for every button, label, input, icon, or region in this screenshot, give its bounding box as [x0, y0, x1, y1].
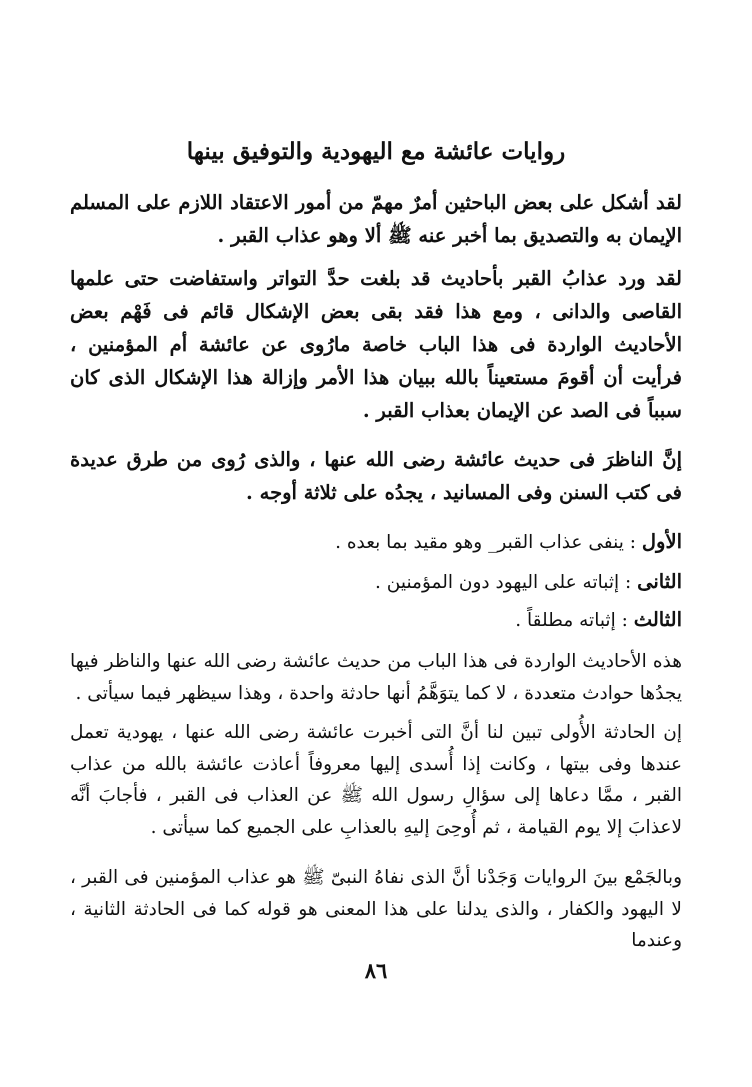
- paragraph-intro: لقد أشكل على بعض الباحثين أمرٌ مهمّ من أمور الاعتقاد اللازم على المسلم الإيمان به والتصديق بما أخبر عنه ﷺ ألا وهو عذاب القبر .: [70, 191, 682, 247]
- list-item-third: [70, 604, 682, 637]
- list-item-text: : ينفى عذاب القبر_ وهو مقيد بما بعده .: [335, 532, 636, 553]
- list-item-label: الأول: [641, 530, 682, 553]
- paragraph-reconciliation: وبالجَمْع بينَ الروايات وَجَدْنا أنَّ الذى نفاهُ النبىّ ﷺ هو عذاب المؤمنين فى القبر ، لا اليهود والكفار ، والذى يدلنا على هذا المعنى هو قوله كما فى الحادثة الثانية ، وعندما: [70, 867, 682, 951]
- paragraph-incidents: هذه الأحاديث الواردة فى هذا الباب من حديث عائشة رضى الله عنها والناظر فيها يجدُها حوادث متعددة ، لا كما يتوَهَّمُ أنها حادثة واحدة ، وهذا سيظهر فيما سيأتى .: [70, 651, 682, 704]
- list-item-text: : إثباته مطلقاً .: [515, 610, 628, 631]
- document-page: [70, 0, 682, 1087]
- page-title: روايات عائشة مع اليهودية والتوفيق بينها: [186, 138, 566, 165]
- paragraph-hadith-tawatur: لقد ورد عذابُ القبر بأحاديث قد بلغت حدَّ التواتر واستفاضت حتى علمها القاصى والدانى ، ومع هذا فقد بقى بعض الإشكال قائم فى فَهْم بعض الأحاديث الواردة فى هذا الباب خاصة مارُوى عن عائشة أم المؤمنين ، فرأيت أن أقومَ مستعيناً بالله ببيان هذا الأمر وإزالة هذا الإشكال الذى كان سبباً فى الصد عن الإيمان بعذاب القبر .: [70, 267, 682, 422]
- paragraph-first-incident: إن الحادثة الأُولى تبين لنا أنَّ التى أخبرت عائشة رضى الله عنها ، يهودية تعمل عندها وفى بيتها ، وكانت إذا أُسدى إليها معروفاً أعاذت عائشة بالله من عذاب القبر ، ممَّا دعاها إلى سؤالِ رسول الله ﷺ عن العذاب فى القبر ، فأجابَ أنَّه لاعذابَ إلا يوم القيامة ، ثم أُوحِىَ إليهِ بالعذابِ على الجميع كما سيأتى .: [70, 722, 682, 838]
- page-number: ٨٦: [364, 958, 388, 983]
- list-item-text: : إثباته على اليهود دون المؤمنين .: [375, 572, 632, 593]
- paragraph-three-aspects: إنَّ الناظرَ فى حديث عائشة رضى الله عنها ، والذى رُوى من طرق عديدة فى كتب السنن وفى المسانيد ، يجدُه على ثلاثة أوجه .: [70, 448, 682, 504]
- list-item-label: الثانى: [637, 570, 682, 593]
- list-item-first: [70, 526, 682, 559]
- list-item-second: [70, 566, 682, 599]
- list-item-label: الثالث: [633, 608, 682, 631]
